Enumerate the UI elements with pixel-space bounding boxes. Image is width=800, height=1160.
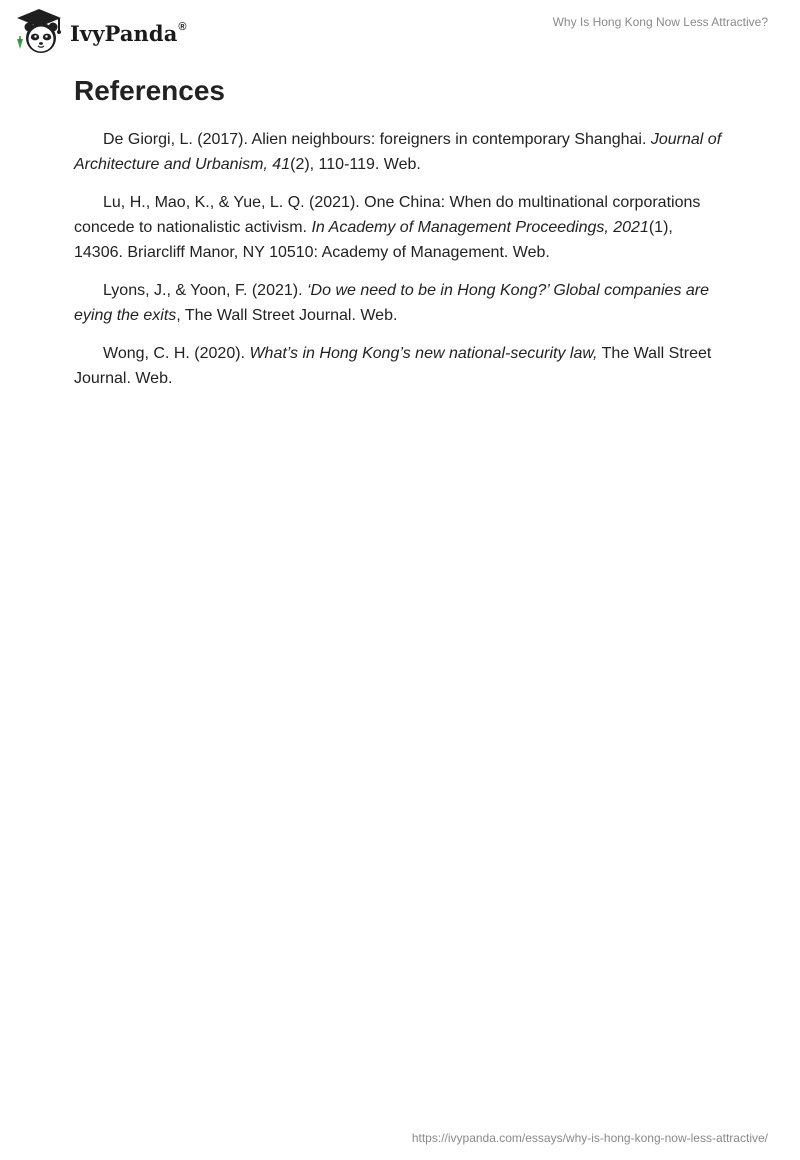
reference-item: Wong, C. H. (2020). What’s in Hong Kong’s new national-security law, The Wall Street Journal. Web.: [74, 345, 712, 387]
footer-url[interactable]: https://ivypanda.com/essays/why-is-hong-kong-now-less-attractive/: [411, 1131, 768, 1145]
page-header: [0, 0, 800, 60]
registered-mark: ®: [178, 20, 187, 33]
running-title: Why Is Hong Kong Now Less Attractive?: [552, 15, 768, 29]
panda-graduate-icon: [14, 7, 64, 57]
page-title: References: [74, 75, 225, 106]
reference-item: De Giorgi, L. (2017). Alien neighbours: foreigners in contemporary Shanghai. Journal of Architecture and Urbanism, 41(2), 110-119. Web.: [74, 131, 722, 173]
reference-item: Lyons, J., & Yoon, F. (2021). ‘Do we need to be in Hong Kong?’ Global companies are eying the exits, The Wall Street Journal. Web.: [74, 282, 710, 324]
brand-name: IvyPanda®: [70, 20, 187, 46]
reference-item: Lu, H., Mao, K., & Yue, L. Q. (2021). One China: When do multinational corporations concede to nationalistic activism. In Academy of Management Proceedings, 2021(1), 14306. Briarcliff Manor, NY 10510: Academy of Management. Web.: [74, 194, 701, 261]
ivypanda-logo[interactable]: [14, 7, 187, 57]
references-section: [74, 72, 724, 404]
